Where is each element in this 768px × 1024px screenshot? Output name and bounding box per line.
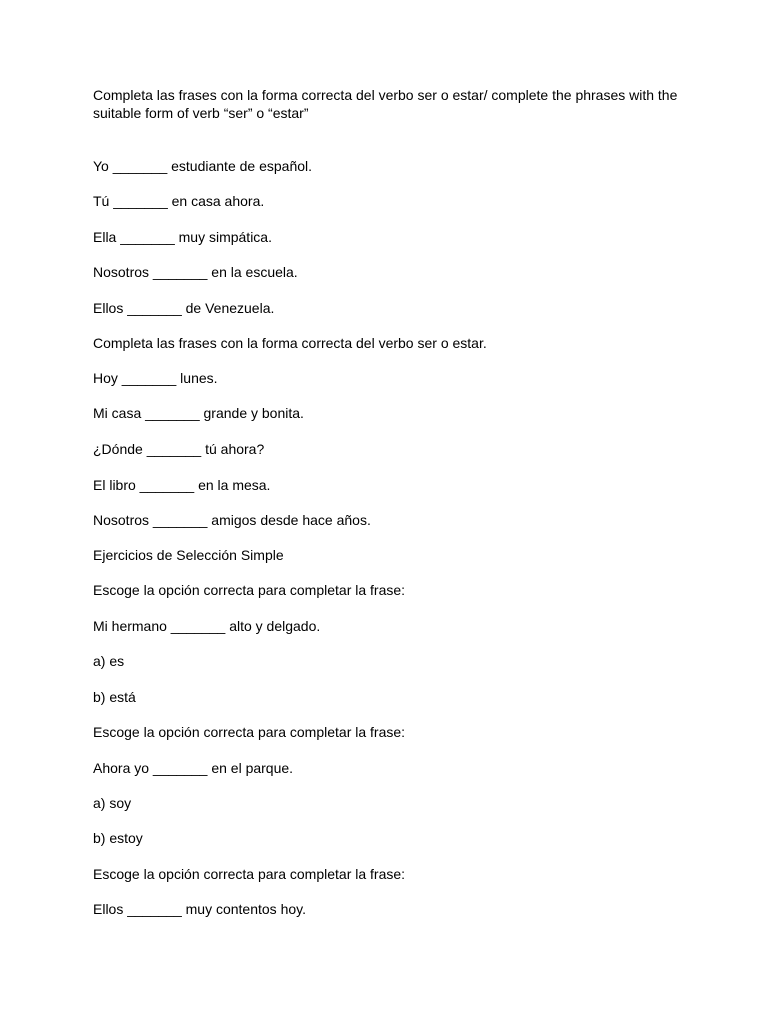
sentence-line: Ellos _______ de Venezuela.: [93, 300, 275, 316]
question-instruction: Escoge la opción correcta para completar la frase:: [93, 866, 406, 882]
question-sentence: Mi hermano _______ alto y delgado.: [93, 618, 321, 634]
worksheet-heading: Completa las frases con la forma correcta del verbo ser o estar/ complete the phrases with the suitable form of verb “ser” o “estar”: [93, 87, 678, 121]
sentence-line: Nosotros _______ amigos desde hace años.: [93, 512, 371, 528]
answer-option: b) está: [93, 689, 136, 705]
sentence-line: Hoy _______ lunes.: [93, 370, 218, 386]
section-title: Ejercicios de Selección Simple: [93, 547, 284, 563]
sentence-line: Yo _______ estudiante de español.: [93, 158, 313, 174]
answer-option: a) soy: [93, 795, 132, 811]
question-instruction: Escoge la opción correcta para completar la frase:: [93, 724, 406, 740]
answer-option: a) es: [93, 653, 125, 669]
sentence-line: Mi casa _______ grande y bonita.: [93, 405, 304, 421]
question-instruction: Escoge la opción correcta para completar la frase:: [93, 582, 406, 598]
section-instruction: Completa las frases con la forma correcta del verbo ser o estar.: [93, 335, 487, 351]
sentence-line: Tú _______ en casa ahora.: [93, 193, 265, 209]
sentence-line: Ella _______ muy simpática.: [93, 229, 272, 245]
question-sentence: Ellos _______ muy contentos hoy.: [93, 901, 306, 917]
answer-option: b) estoy: [93, 830, 143, 846]
sentence-line: ¿Dónde _______ tú ahora?: [93, 441, 265, 457]
sentence-line: Nosotros _______ en la escuela.: [93, 264, 298, 280]
question-sentence: Ahora yo _______ en el parque.: [93, 760, 294, 776]
sentence-line: El libro _______ en la mesa.: [93, 477, 271, 493]
